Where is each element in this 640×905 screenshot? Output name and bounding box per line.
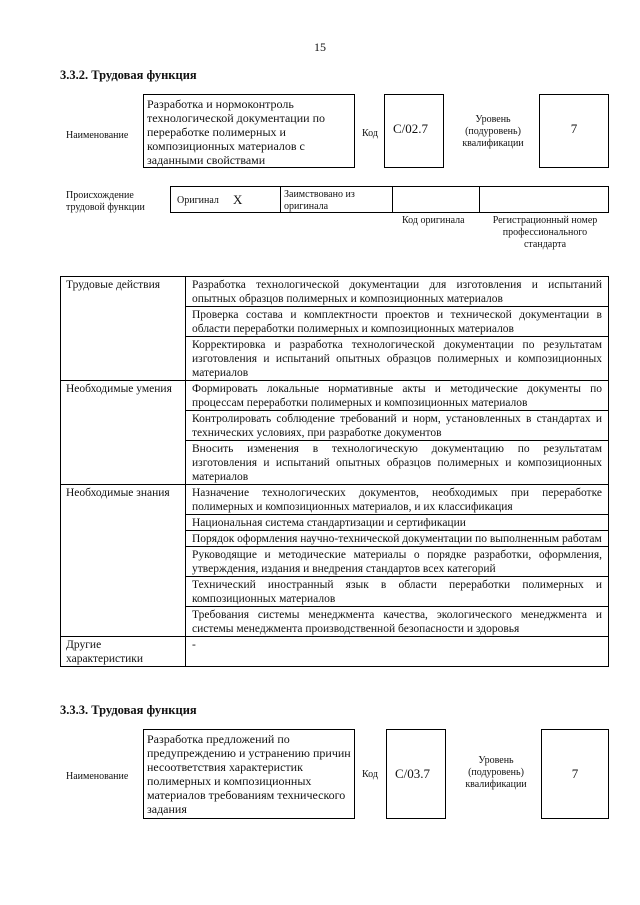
table-row: Национальная система стандартизации и сертификации: [186, 515, 609, 531]
category-other-characteristics: Другие характеристики: [61, 637, 186, 667]
level-value-333: 7: [571, 766, 579, 781]
level-box-332: [539, 94, 609, 168]
code-value-332: С/02.7: [393, 121, 429, 136]
table-row: Вносить изменения в технологическую документацию по результатам изготовления и испытаний опытных образцов полимерных и композиционных материалов: [186, 441, 609, 485]
origin-divider-2: [392, 187, 393, 212]
level-label-333: Уровень (подуровень) квалификации: [465, 755, 527, 790]
table-row: Разработка технологической документации для изготовления и испытаний опытных образцов полимерных и композиционных материалов: [186, 277, 609, 307]
code-box-332: [384, 94, 444, 168]
name-value-333: Разработка предложений по предупреждению и устранению причин несоответствия характеристик полимерных и композиционных материалов требованиям технического задания: [143, 729, 355, 819]
section-title-333: 3.3.3. Трудовая функция: [60, 703, 197, 717]
labor-function-table: [60, 276, 609, 667]
name-label-332: Наименование: [66, 130, 129, 141]
name-value-332: Разработка и нормоконтроль технологической документации по переработке полимерных и композиционных материалов с заданными свойствами: [143, 94, 355, 168]
level-box-333: [541, 729, 609, 819]
table-row: Технический иностранный язык в области переработки полимерных и композиционных материалов: [186, 577, 609, 607]
code-box-333: [386, 729, 446, 819]
category-required-skills: Необходимые умения: [61, 381, 186, 485]
level-value-332: 7: [570, 121, 578, 136]
level-label-332: Уровень (подуровень) квалификации: [462, 114, 524, 149]
origin-label: Происхождение трудовой функции: [66, 190, 145, 213]
code-value-333: С/03.7: [395, 766, 431, 781]
borrowed-label: Заимствовано из оригинала: [284, 189, 355, 212]
table-row: Формировать локальные нормативные акты и методические документы по процессам переработки полимерных и композиционных материалов: [186, 381, 609, 411]
table-row: Порядок оформления научно-технической документации по выполненным работам: [186, 531, 609, 547]
table-row: Проверка состава и комплектности проектов и технической документации в области переработки полимерных и композиционных материалов: [186, 307, 609, 337]
code-original-label: Код оригинала: [402, 215, 465, 226]
origin-divider-1: [280, 187, 281, 212]
table-row: Контролировать соблюдение требований и норм, установленных в стандартах и технических условиях, при разработке документов: [186, 411, 609, 441]
name-label-333: Наименование: [66, 771, 129, 782]
table-row: Требования системы менеджмента качества, экологического менеджмента и системы менеджмента производственной безопасности и здоровья: [186, 607, 609, 637]
table-row: Назначение технологических документов, необходимых при переработке полимерных и композиционных материалов, и их классификация: [186, 485, 609, 515]
original-mark: X: [233, 192, 243, 207]
origin-divider-3: [479, 187, 480, 212]
table-row: Корректировка и разработка технологической документации по результатам изготовления и испытаний опытных образцов полимерных и композиционных материалов: [186, 337, 609, 381]
category-labor-actions: Трудовые действия: [61, 277, 186, 381]
reg-number-label: Регистрационный номер профессионального стандарта: [492, 215, 598, 250]
table-row: -: [186, 637, 609, 667]
code-label-332: Код: [362, 128, 378, 139]
original-label: Оригинал: [177, 195, 219, 206]
table-row: Руководящие и методические материалы о порядке разработки, оформления, утверждения, издания и внедрения стандартов всех категорий: [186, 547, 609, 577]
code-label-333: Код: [362, 769, 378, 780]
page-number: 15: [314, 40, 326, 54]
section-title-332: 3.3.2. Трудовая функция: [60, 68, 197, 82]
origin-table: [170, 186, 609, 213]
category-required-knowledge: Необходимые знания: [61, 485, 186, 637]
